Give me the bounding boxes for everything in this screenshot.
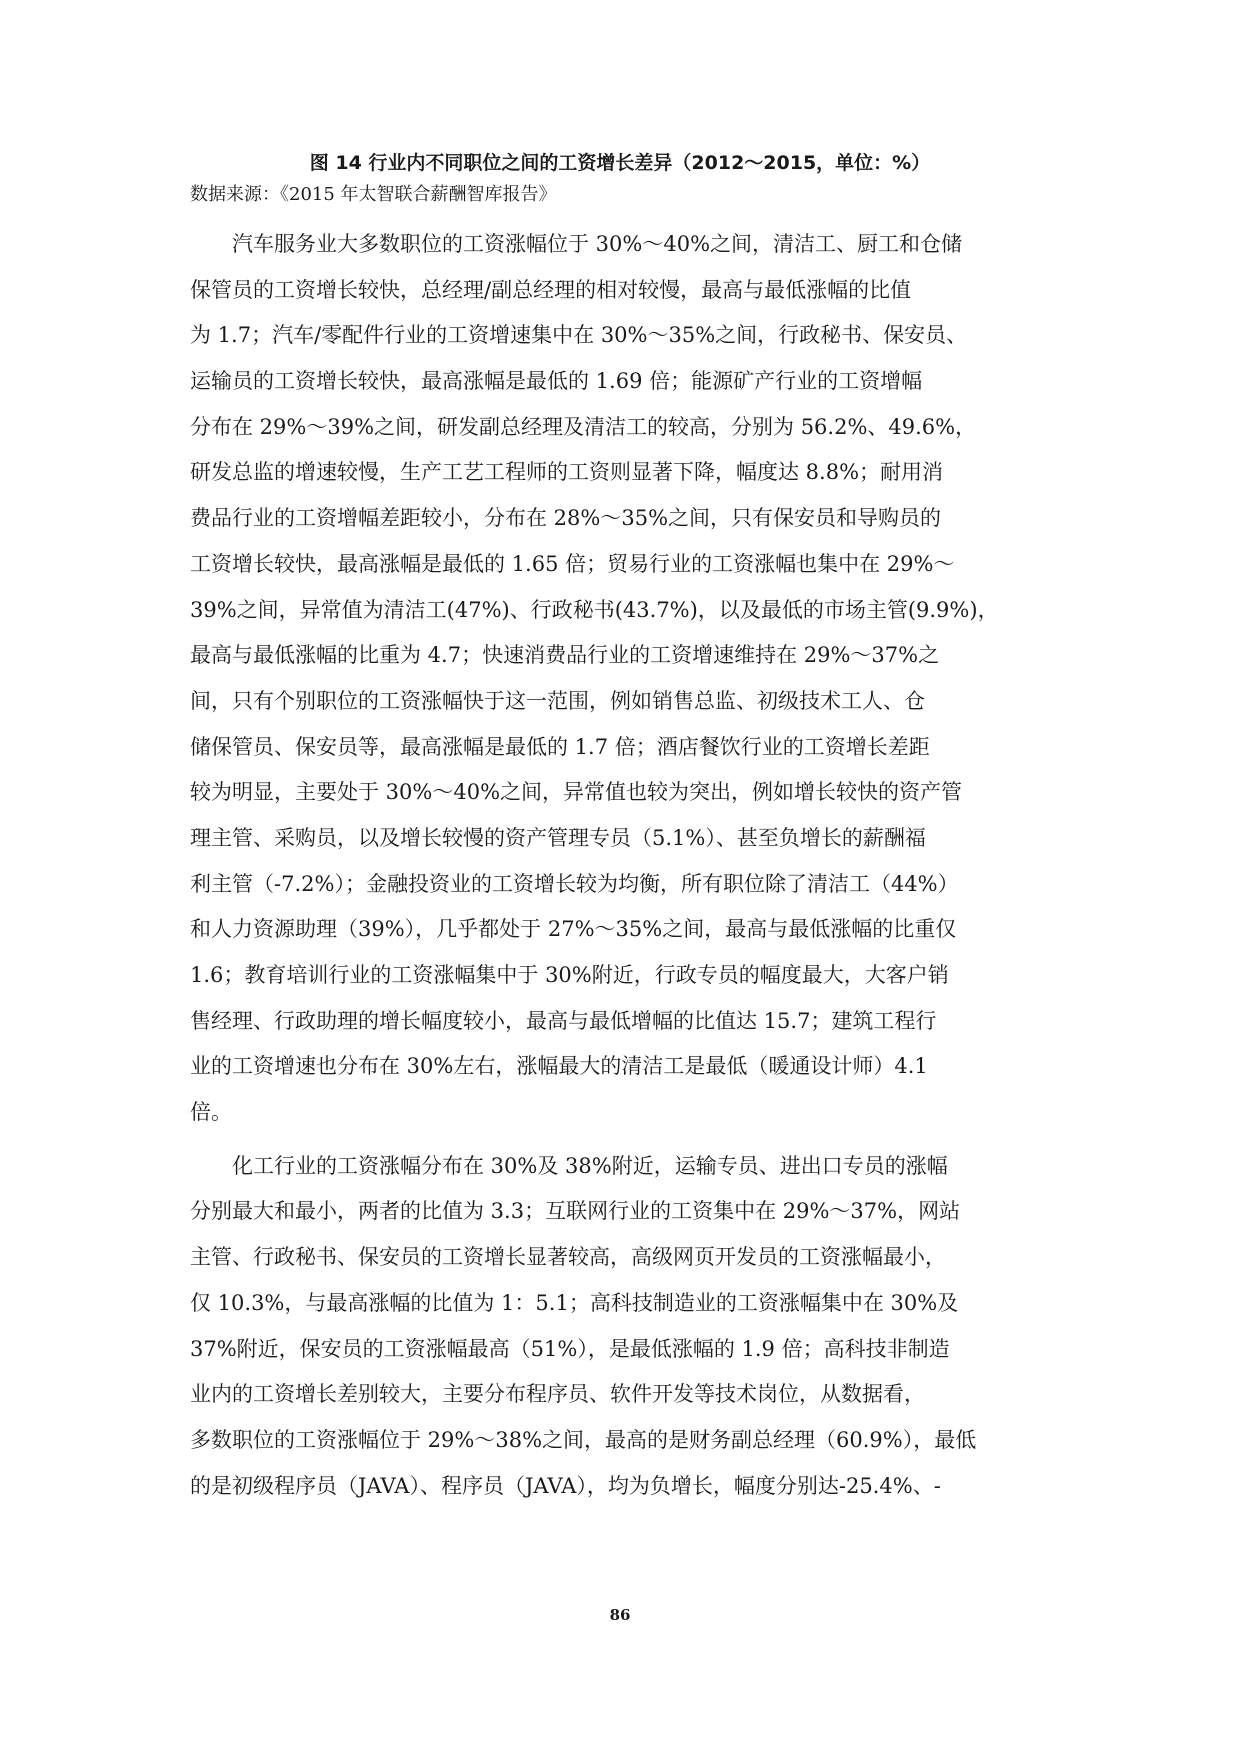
text-line: 费品行业的工资增幅差距较小，分布在 28%～35%之间，只有保安员和导购员的 [190,506,942,531]
figure-caption: 图 14 行业内不同职位之间的工资增长差异（2012～2015，单位：%） [309,152,931,174]
text-line: 和人力资源助理（39%），几乎都处于 27%～35%之间，最高与最低涨幅的比重仅 [190,917,957,942]
text-line: 较为明显，主要处于 30%～40%之间，异常值也较为突出，例如增长较快的资产管 [190,780,963,805]
data-source-note: 数据来源：《2015 年太智联合薪酬智库报告》 [190,184,557,205]
text-line: 最高与最低涨幅的比重为 4.7；快速消费品行业的工资增速维持在 29%～37%之 [190,643,940,668]
text-line: 保管员的工资增长较快，总经理/副总经理的相对较慢，最高与最低涨幅的比值 [190,277,912,302]
text-line: 利主管（-7.2%）；金融投资业的工资增长较为均衡，所有职位除了清洁工（44%） [190,871,959,896]
text-line: 业的工资增速也分布在 30%左右，涨幅最大的清洁工是最低（暖通设计师）4.1 [190,1054,928,1079]
text-line: 售经理、行政助理的增长幅度较小，最高与最低增幅的比值达 15.7；建筑工程行 [190,1008,937,1033]
text-line: 的是初级程序员（JAVA）、程序员（JAVA），均为负增长，幅度分别达-25.4%、- [190,1473,941,1498]
text-line: 工资增长较快，最高涨幅是最低的 1.65 倍；贸易行业的工资涨幅也集中在 29%～ [190,551,955,576]
text-line: 为 1.7；汽车/零配件行业的工资增速集中在 30%～35%之间，行政秘书、保安员、 [190,323,968,348]
page-number: 86 [609,1606,631,1624]
body-text [190,222,1050,1509]
paragraph-1 [190,222,1050,1136]
text-line: 倍。 [190,1100,232,1125]
text-line: 储保管员、保安员等，最高涨幅是最低的 1.7 倍；酒店餐饮行业的工资增长差距 [190,734,930,759]
text-line: 研发总监的增速较慢，生产工艺工程师的工资则显著下降，幅度达 8.8%；耐用消 [190,460,944,485]
text-line: 汽车服务业大多数职位的工资涨幅位于 30%～40%之间，清洁工、厨工和仓储 [232,232,963,256]
paragraph-2 [190,1144,1050,1510]
text-line: 多数职位的工资涨幅位于 29%～38%之间，最高的是财务副总经理（60.9%），最低 [190,1427,977,1452]
text-line: 理主管、采购员，以及增长较慢的资产管理专员（5.1%）、甚至负增长的薪酬福 [190,825,926,850]
text-line: 仅 10.3%，与最高涨幅的比值为 1：5.1；高科技制造业的工资涨幅集中在 30%及 [190,1290,959,1315]
paragraph-spacer [190,1136,1050,1144]
text-line: 化工行业的工资涨幅分布在 30%及 38%附近，运输专员、进出口专员的涨幅 [232,1153,948,1178]
text-line: 分别最大和最小，两者的比值为 3.3；互联网行业的工资集中在 29%～37%，网站 [190,1199,961,1224]
text-line: 间，只有个别职位的工资涨幅快于这一范围，例如销售总监、初级技术工人、仓 [190,688,925,713]
text-line: 业内的工资增长差别较大，主要分布程序员、软件开发等技术岗位，从数据看， [190,1382,925,1407]
text-line: 分布在 29%～39%之间，研发副总经理及清洁工的较高，分别为 56.2%、49.6%， [190,414,977,439]
text-line: 1.6；教育培训行业的工资涨幅集中于 30%附近，行政专员的幅度最大，大客户销 [190,963,949,987]
text-line: 39%之间，异常值为清洁工(47%)、行政秘书(43.7%)，以及最低的市场主管(9.9%)， [190,597,999,622]
text-line: 37%附近，保安员的工资涨幅最高（51%），是最低涨幅的 1.9 倍；高科技非制造 [190,1336,950,1361]
text-line: 运输员的工资增长较快，最高涨幅是最低的 1.69 倍；能源矿产行业的工资增幅 [190,369,923,394]
text-line: 主管、行政秘书、保安员的工资增长显著较高，高级网页开发员的工资涨幅最小， [190,1245,946,1270]
